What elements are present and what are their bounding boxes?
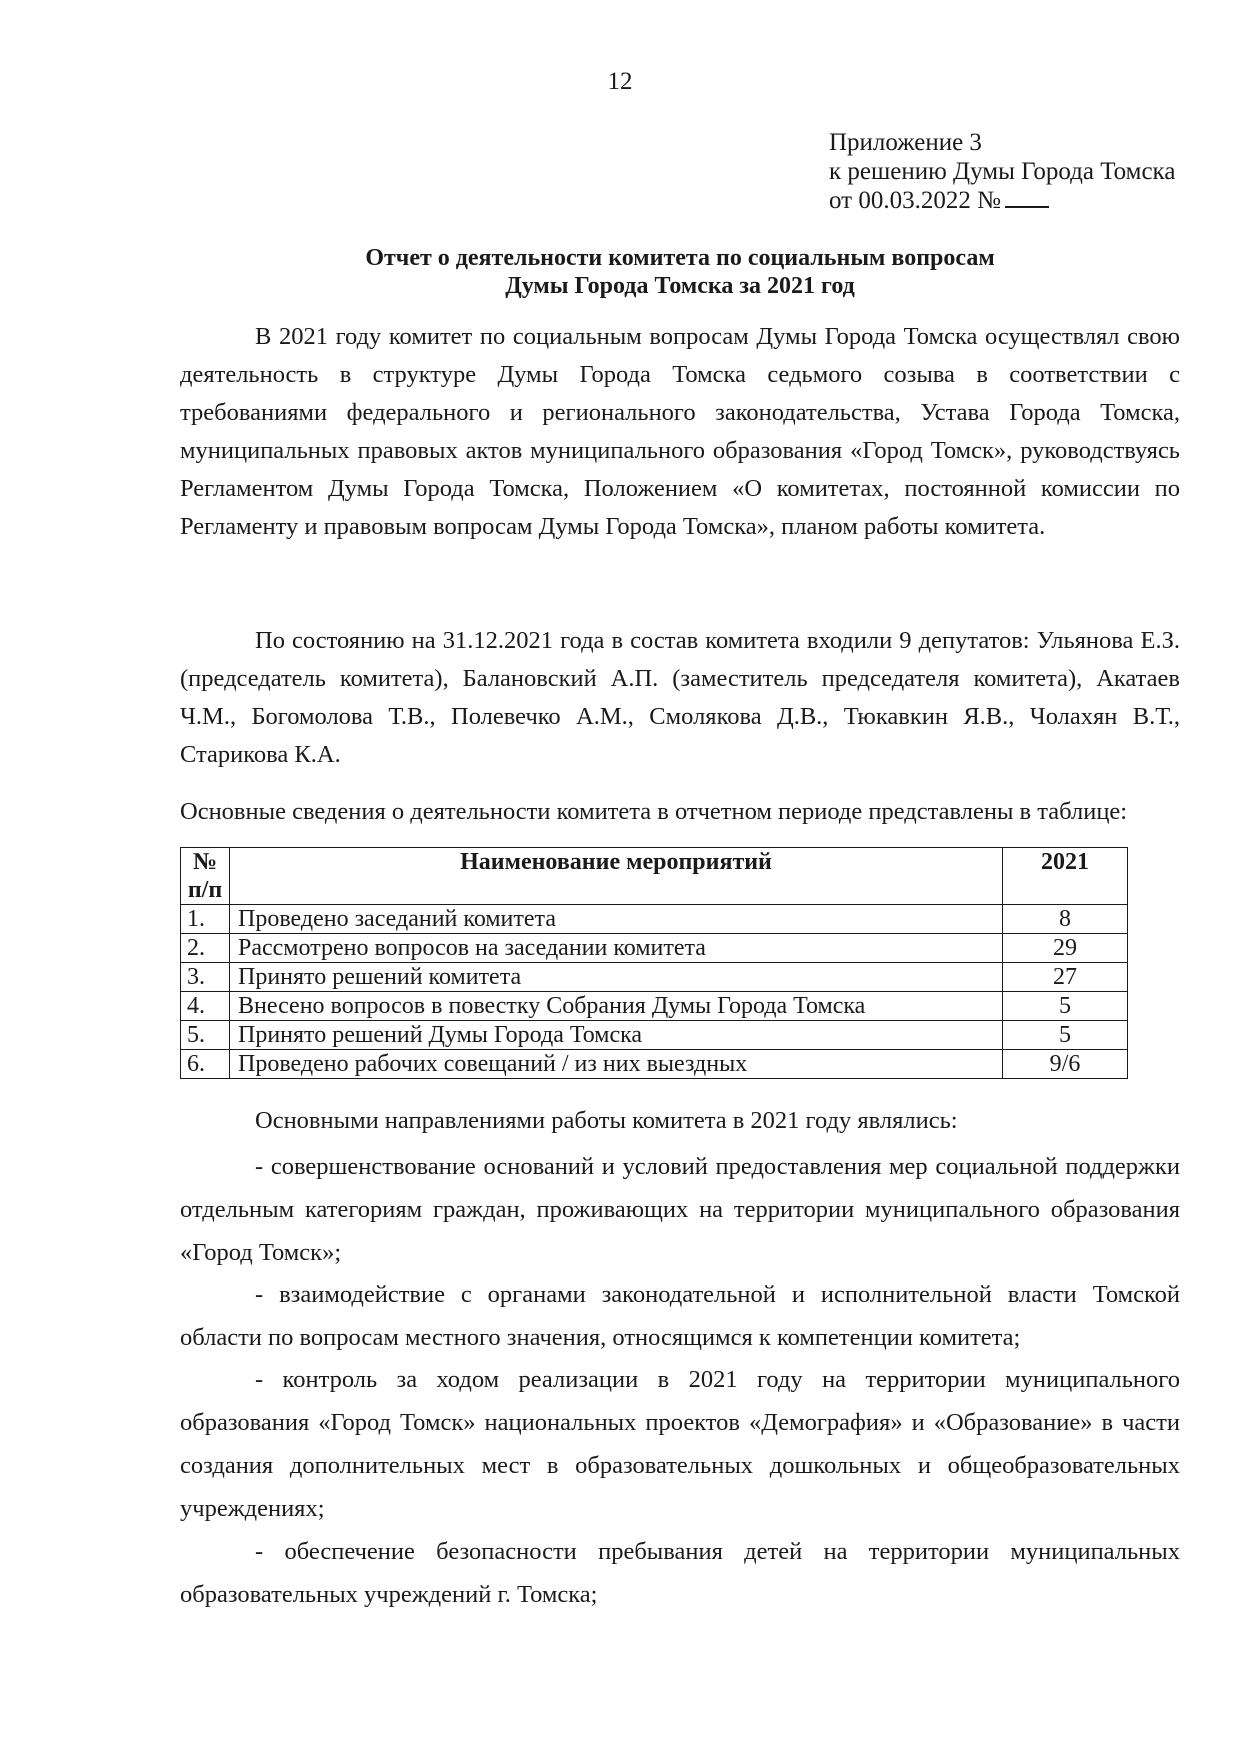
row-value: 9/6 bbox=[1003, 1050, 1128, 1079]
row-number: 3. bbox=[181, 963, 230, 992]
paragraph-intro: В 2021 году комитет по социальным вопросам Думы Города Томска осуществлял свою деятельность в структуре Думы Города Томска седьмого созыва в соответствии с требованиями федерального и регионального законодательства, Устава Города Томска, муниципальных правовых актов муниципального образования «Город Томск», руководствуясь Регламентом Думы Города Томска, Положением «О комитетах, постоянной комиссии по Регламенту и правовым вопросам Думы Города Томска», планом работы комитета. bbox=[180, 323, 1180, 540]
title-line-2: Думы Города Томска за 2021 год bbox=[505, 273, 855, 299]
row-value: 5 bbox=[1003, 992, 1128, 1021]
activity-table bbox=[180, 847, 1128, 1079]
row-name: Принято решений комитета bbox=[230, 963, 1003, 992]
paragraph-composition: По состоянию на 31.12.2021 года в состав комитета входили 9 депутатов: Ульянова Е.З. (председатель комитета), Балановский А.П. (заместитель председателя комитета), Акатаев Ч.М., Богомолова Т.В., Полевечко А.М., Смолякова Д.В., Тюкавкин Я.В., Чолахян В.Т., Старикова К.А. bbox=[180, 627, 1180, 768]
row-value: 27 bbox=[1003, 963, 1128, 992]
row-name: Проведено рабочих совещаний / из них выездных bbox=[230, 1050, 1003, 1079]
paragraph-directions-intro: Основными направлениями работы комитета в 2021 году являлись: bbox=[255, 1107, 958, 1134]
table-row bbox=[181, 1021, 1128, 1050]
row-number: 4. bbox=[181, 992, 230, 1021]
paragraph-table-intro: Основные сведения о деятельности комитета в отчетном периоде представлены в таблице: bbox=[180, 798, 1128, 825]
appendix-line-1: Приложение 3 bbox=[829, 129, 982, 156]
paragraph-direction-4: - обеспечение безопасности пребывания детей на территории муниципальных образовательных учреждений г. Томска; bbox=[180, 1538, 1180, 1608]
table-row bbox=[181, 963, 1128, 992]
header-number bbox=[181, 848, 230, 905]
appendix-date: от 00.03.2022 № bbox=[829, 187, 1001, 214]
header-number-line-1: № bbox=[192, 849, 218, 875]
table-header-row bbox=[181, 848, 1128, 905]
table-row bbox=[181, 905, 1128, 934]
row-number: 6. bbox=[181, 1050, 230, 1079]
table-row bbox=[181, 1050, 1128, 1079]
appendix-block bbox=[829, 128, 1175, 215]
header-year: 2021 bbox=[1003, 848, 1128, 905]
document-title bbox=[180, 244, 1180, 300]
row-number: 1. bbox=[181, 905, 230, 934]
decision-number-blank bbox=[1005, 186, 1049, 208]
header-name: Наименование мероприятий bbox=[230, 848, 1003, 905]
paragraph-direction-1: - совершенствование оснований и условий предоставления мер социальной поддержки отдельным категориям граждан, проживающих на территории муниципального образования «Город Томск»; bbox=[180, 1153, 1180, 1266]
page-number: 12 bbox=[607, 68, 633, 95]
row-value: 5 bbox=[1003, 1021, 1128, 1050]
header-number-line-2: п/п bbox=[187, 877, 223, 903]
paragraph-direction-3: - контроль за ходом реализации в 2021 году на территории муниципального образования «Город Томск» национальных проектов «Демография» и «Образование» в части создания дополнительных мест в образовательных дошкольных и общеобразовательных учреждениях; bbox=[180, 1366, 1180, 1522]
table-row bbox=[181, 934, 1128, 963]
table-row bbox=[181, 992, 1128, 1021]
appendix-line-3 bbox=[829, 186, 1175, 215]
title-line-1: Отчет о деятельности комитета по социальным вопросам bbox=[365, 245, 995, 271]
appendix-line-2: к решению Думы Города Томска bbox=[829, 158, 1176, 185]
row-name: Внесено вопросов в повестку Собрания Думы Города Томска bbox=[230, 992, 1003, 1021]
row-number: 5. bbox=[181, 1021, 230, 1050]
row-name: Принято решений Думы Города Томска bbox=[230, 1021, 1003, 1050]
paragraph-direction-2: - взаимодействие с органами законодательной и исполнительной власти Томской области по вопросам местного значения, относящимся к компетенции комитета; bbox=[180, 1281, 1180, 1351]
row-name: Рассмотрено вопросов на заседании комитета bbox=[230, 934, 1003, 963]
row-name: Проведено заседаний комитета bbox=[230, 905, 1003, 934]
row-value: 8 bbox=[1003, 905, 1128, 934]
row-value: 29 bbox=[1003, 934, 1128, 963]
row-number: 2. bbox=[181, 934, 230, 963]
